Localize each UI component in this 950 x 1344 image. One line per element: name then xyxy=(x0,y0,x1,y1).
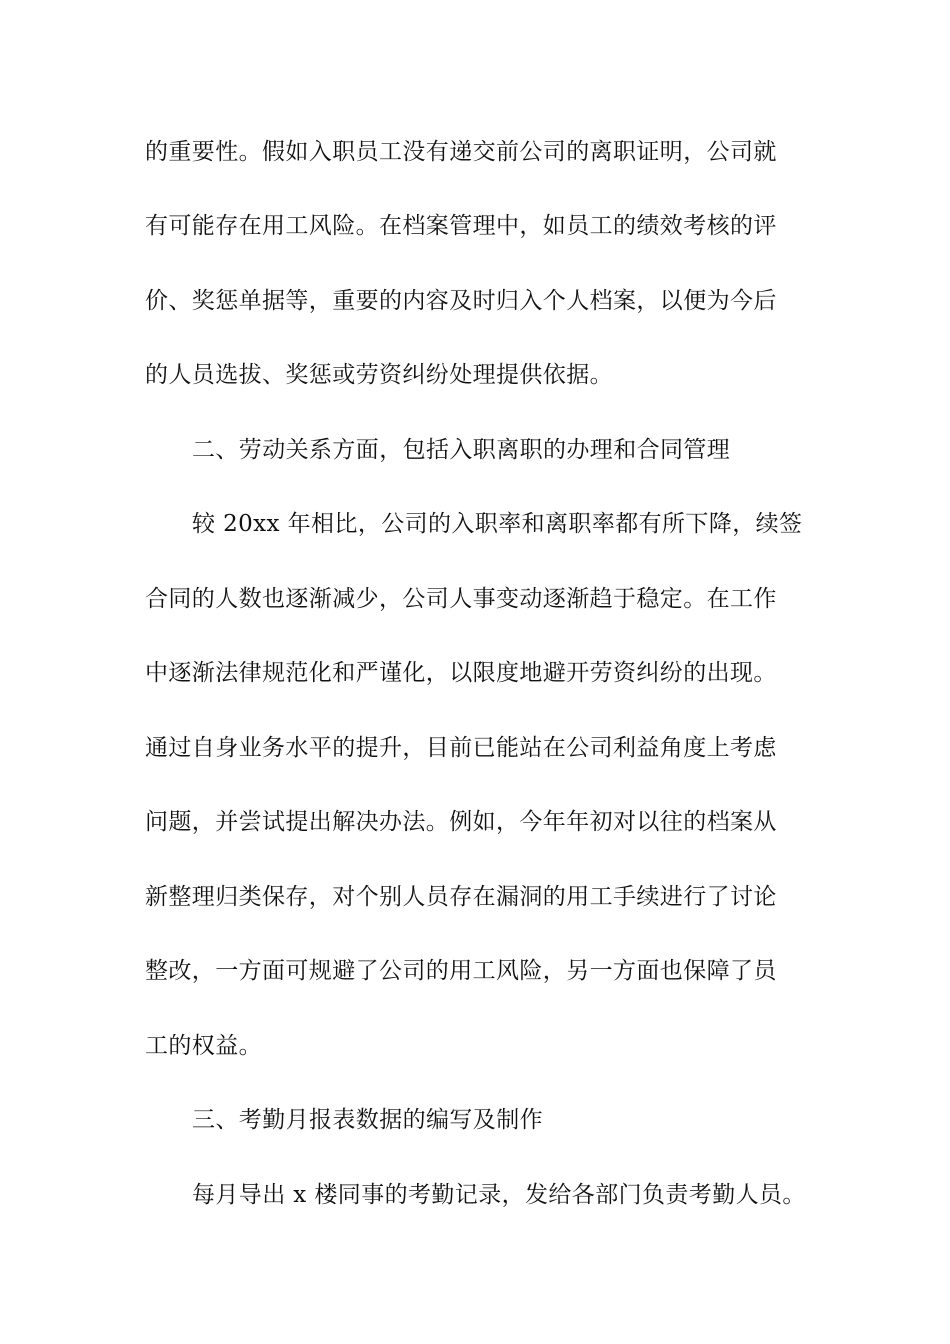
paragraph-line: 价、奖惩单据等，重要的内容及时归入个人档案，以便为今后 xyxy=(145,288,777,314)
paragraph-line: 较 20xx 年相比，公司的入职率和离职率都有所下降，续签 xyxy=(192,511,803,537)
paragraph-line: 工的权益。 xyxy=(145,1033,262,1059)
paragraph-line: 的重要性。假如入职员工没有递交前公司的离职证明，公司就 xyxy=(145,139,777,165)
paragraph-line: 问题，并尝试提出解决办法。例如，今年年初对以往的档案从 xyxy=(145,809,777,835)
section-heading: 二、劳动关系方面，包括入职离职的办理和合同管理 xyxy=(192,437,731,463)
paragraph-line: 通过自身业务水平的提升，目前已能站在公司利益角度上考虑 xyxy=(145,735,777,761)
paragraph-line: 新整理归类保存，对个别人员存在漏洞的用工手续进行了讨论 xyxy=(145,884,777,910)
paragraph-line: 整改，一方面可规避了公司的用工风险，另一方面也保障了员 xyxy=(145,958,777,984)
paragraph-line: 中逐渐法律规范化和严谨化，以限度地避开劳资纠纷的出现。 xyxy=(145,660,777,686)
paragraph-line: 有可能存在用工风险。在档案管理中，如员工的绩效考核的评 xyxy=(145,213,777,239)
section-heading: 三、考勤月报表数据的编写及制作 xyxy=(192,1107,543,1133)
paragraph-line: 每月导出 x 楼同事的考勤记录，发给各部门负责考勤人员。 xyxy=(192,1182,806,1208)
paragraph-line: 的人员选拔、奖惩或劳资纠纷处理提供依据。 xyxy=(145,362,613,388)
paragraph-line: 合同的人数也逐渐减少，公司人事变动逐渐趋于稳定。在工作 xyxy=(145,586,777,612)
